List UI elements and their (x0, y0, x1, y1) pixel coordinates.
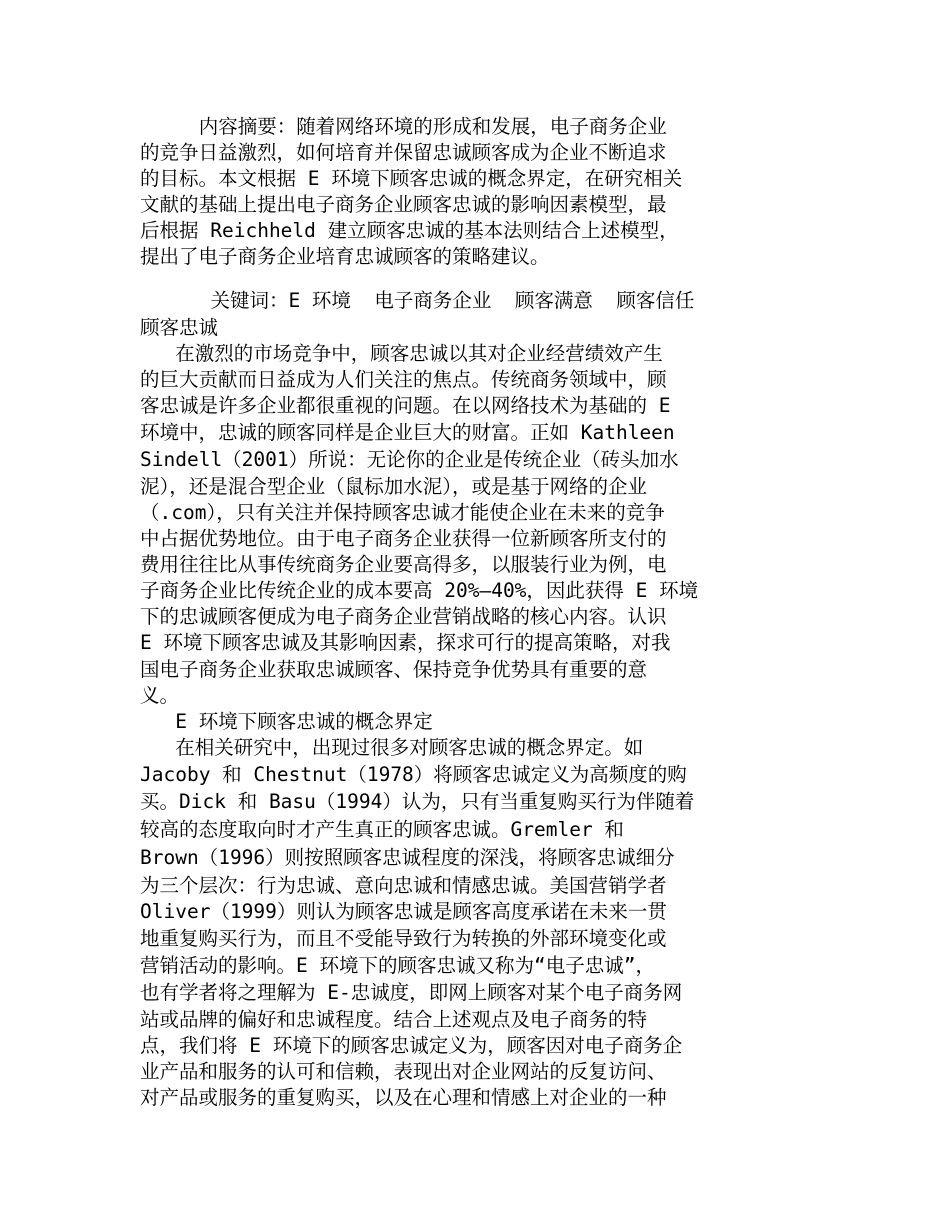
section-line: 为三个层次：行为忠诚、意向忠诚和情感忠诚。美国营销学者 (140, 874, 667, 897)
intro-line: 客忠诚是许多企业都很重视的问题。在以网络技术为基础的 E (140, 394, 671, 417)
section-line: Jacoby 和 Chestnut（1978）将顾客忠诚定义为高频度的购 (140, 763, 687, 786)
intro-line: 下的忠诚顾客便成为电子商务企业营销战略的核心内容。认识 (140, 605, 667, 628)
abstract-line: 提出了电子商务企业培育忠诚顾客的策略建议。 (140, 245, 550, 268)
intro-line: 的巨大贡献而日益成为人们关注的焦点。传统商务领域中，顾 (140, 368, 667, 391)
section-line: 地重复购买行为，而且不受能导致行为转换的外部环境变化或 (140, 927, 667, 950)
keywords-line: 顾客忠诚 (140, 316, 219, 339)
intro-line: 费用往往比从事传统商务企业要高得多，以服装行业为例，电 (140, 553, 667, 576)
section-line: 在相关研究中，出现过很多对顾客忠诚的概念界定。如 (140, 736, 644, 759)
intro-line: 泥），还是混合型企业（鼠标加水泥），或是基于网络的企业 (140, 475, 648, 498)
keywords-line: 关键词：E 环境 电子商务企业 顾客满意 顾客信任 (140, 289, 695, 312)
intro-line: 中占据优势地位。由于电子商务企业获得一位新顾客所支付的 (140, 527, 667, 550)
section-line: 较高的态度取向时才产生真正的顾客忠诚。Gremler 和 (140, 818, 624, 841)
intro-line: 义。 (140, 684, 180, 707)
section-heading: E 环境下顾客忠诚的概念界定 (140, 710, 433, 733)
abstract-line: 内容摘要：随着网络环境的形成和发展，电子商务企业 (140, 115, 667, 138)
section-line: 也有学者将之理解为 E-忠诚度，即网上顾客对某个电子商务网 (140, 981, 683, 1004)
intro-line: 子商务企业比传统企业的成本要高 20%—40%，因此获得 E 环境 (140, 579, 699, 602)
abstract-line: 的目标。本文根据 E 环境下顾客忠诚的概念界定，在研究相关 (140, 167, 683, 190)
section-line: 站或品牌的偏好和忠诚程度。结合上述观点及电子商务的特 (140, 1008, 648, 1031)
intro-line: 国电子商务企业获取忠诚顾客、保持竞争优势具有重要的意 (140, 658, 648, 681)
intro-line: 在激烈的市场竞争中，顾客忠诚以其对企业经营绩效产生 (140, 342, 663, 365)
section-line: 买。Dick 和 Basu（1994）认为，只有当重复购买行为伴随着 (140, 790, 695, 813)
section-line: 业产品和服务的认可和信赖，表现出对企业网站的反复访问、 (140, 1060, 667, 1083)
intro-line: （.com），只有关注并保持顾客忠诚才能使企业在未来的竞争 (140, 501, 665, 524)
abstract-line: 后根据 Reichheld 建立顾客忠诚的基本法则结合上述模型， (140, 219, 679, 242)
intro-line: E 环境下顾客忠诚及其影响因素，探求可行的提高策略，对我 (140, 631, 671, 654)
section-line: Oliver（1999）则认为顾客忠诚是顾客高度承诺在未来一贯 (140, 900, 667, 923)
intro-line: Sindell（2001）所说：无论你的企业是传统企业（砖头加水 (140, 448, 679, 471)
section-line: 对产品或服务的重复购买，以及在心理和情感上对企业的一种 (140, 1086, 667, 1109)
section-line: 点，我们将 E 环境下的顾客忠诚定义为，顾客因对电子商务企 (140, 1034, 683, 1057)
section-line: Brown（1996）则按照顾客忠诚程度的深浅，将顾客忠诚细分 (140, 846, 675, 869)
section-line: 营销活动的影响。E 环境下的顾客忠诚又称为“电子忠诚”， (140, 954, 655, 977)
abstract-line: 文献的基础上提出电子商务企业顾客忠诚的影响因素模型，最 (140, 193, 667, 216)
intro-line: 环境中，忠诚的顾客同样是企业巨大的财富。正如 Kathleen (140, 421, 675, 444)
abstract-line: 的竞争日益激烈，如何培育并保留忠诚顾客成为企业不断追求 (140, 141, 667, 164)
